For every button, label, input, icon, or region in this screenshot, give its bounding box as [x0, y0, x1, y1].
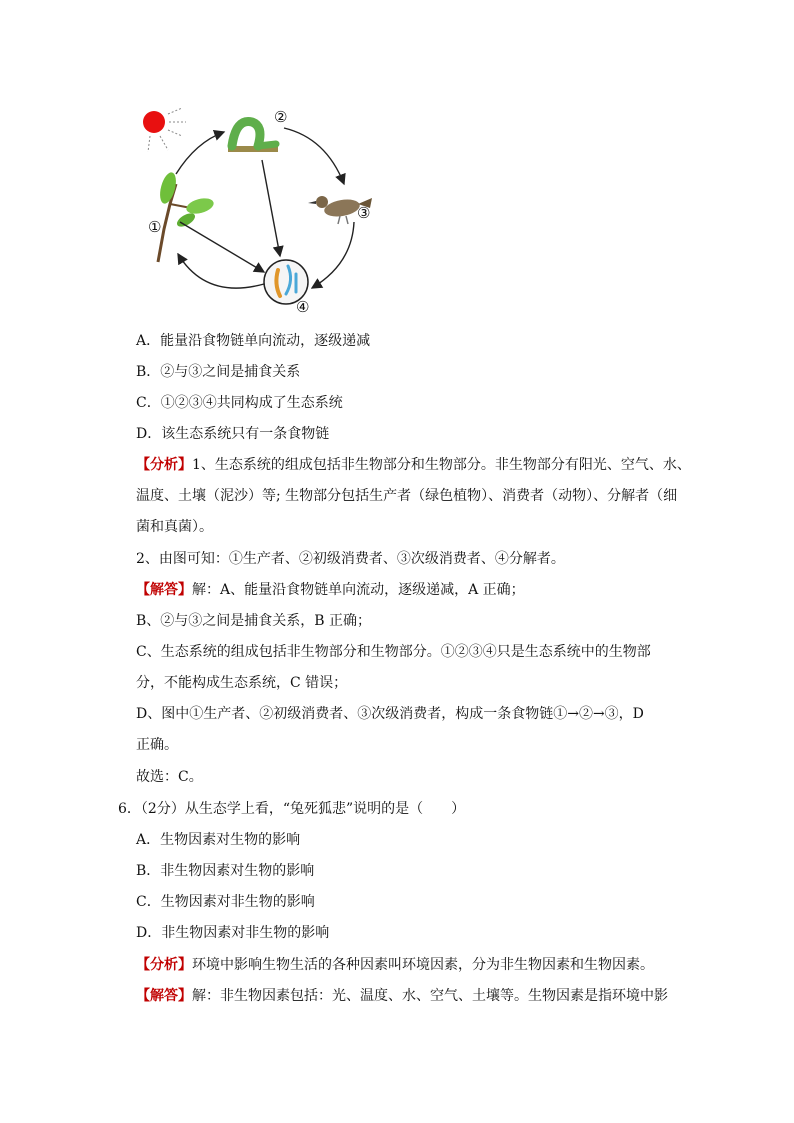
answer-text: 解：非生物因素包括：光、温度、水、空气、土壤等。生物因素是指环境中影	[192, 988, 668, 1004]
answer-text: 解：A、能量沿食物链单向流动，逐级递减，A 正确；	[192, 582, 525, 598]
plant-icon	[157, 171, 215, 262]
q5-answer-line: D、图中①生产者、②初级消费者、③次级消费者，构成一条食物链①→②→③，D	[136, 706, 644, 722]
answer-tag: 【解答】	[136, 582, 192, 598]
q6-analysis-line	[136, 955, 654, 975]
q5-option-a: A．能量沿食物链单向流动，逐级递减	[136, 333, 371, 349]
q5-answer-line	[136, 580, 525, 600]
q6-option-a: A．生物因素对生物的影响	[136, 832, 301, 848]
q6-question: 6．（2分）从生态学上看，“兔死狐悲”说明的是（ ）	[118, 801, 466, 817]
food-web-diagram	[136, 104, 376, 316]
caterpillar-icon	[228, 122, 278, 153]
label-1: ①	[148, 218, 162, 236]
analysis-text: 环境中影响生物生活的各种因素叫环境因素，分为非生物因素和生物因素。	[192, 957, 654, 973]
q5-answer-line: 分，不能构成生态系统，C 错误；	[136, 675, 348, 691]
q5-answer-line: C、生态系统的组成包括非生物部分和生物部分。①②③④只是生态系统中的生物部	[136, 644, 651, 660]
q6-option-b: B．非生物因素对生物的影响	[136, 863, 315, 879]
q5-analysis-line: 温度、土壤（泥沙）等; 生物部分包括生产者（绿色植物）、消费者（动物）、分解者（细	[136, 488, 678, 504]
analysis-text: 1、生态系统的组成包括非生物部分和生物部分。非生物部分有阳光、空气、水、	[192, 457, 691, 473]
answer-tag: 【解答】	[136, 988, 192, 1004]
q5-answer-line: 故选：C。	[136, 769, 203, 785]
label-2: ②	[274, 108, 288, 126]
q5-option-d: D．该生态系统只有一条食物链	[136, 426, 330, 442]
q5-option-c: C．①②③④共同构成了生态系统	[136, 395, 343, 411]
q5-answer-line: 正确。	[136, 737, 178, 753]
analysis-tag: 【分析】	[136, 957, 192, 973]
q5-analysis-line: 2、由图可知：①生产者、②初级消费者、③次级消费者、④分解者。	[136, 551, 565, 567]
label-4: ④	[296, 298, 310, 316]
q5-answer-line: B、②与③之间是捕食关系，B 正确；	[136, 613, 372, 629]
q6-option-c: C．生物因素对非生物的影响	[136, 894, 315, 910]
q5-analysis-line: 菌和真菌）。	[136, 519, 213, 535]
q5-analysis-line	[136, 455, 691, 475]
label-3: ③	[357, 204, 371, 222]
q6-answer-line	[136, 986, 668, 1006]
q5-option-b: B．②与③之间是捕食关系	[136, 364, 301, 380]
analysis-tag: 【分析】	[136, 457, 192, 473]
q6-option-d: D．非生物因素对非生物的影响	[136, 925, 330, 941]
sun-icon	[143, 108, 186, 152]
